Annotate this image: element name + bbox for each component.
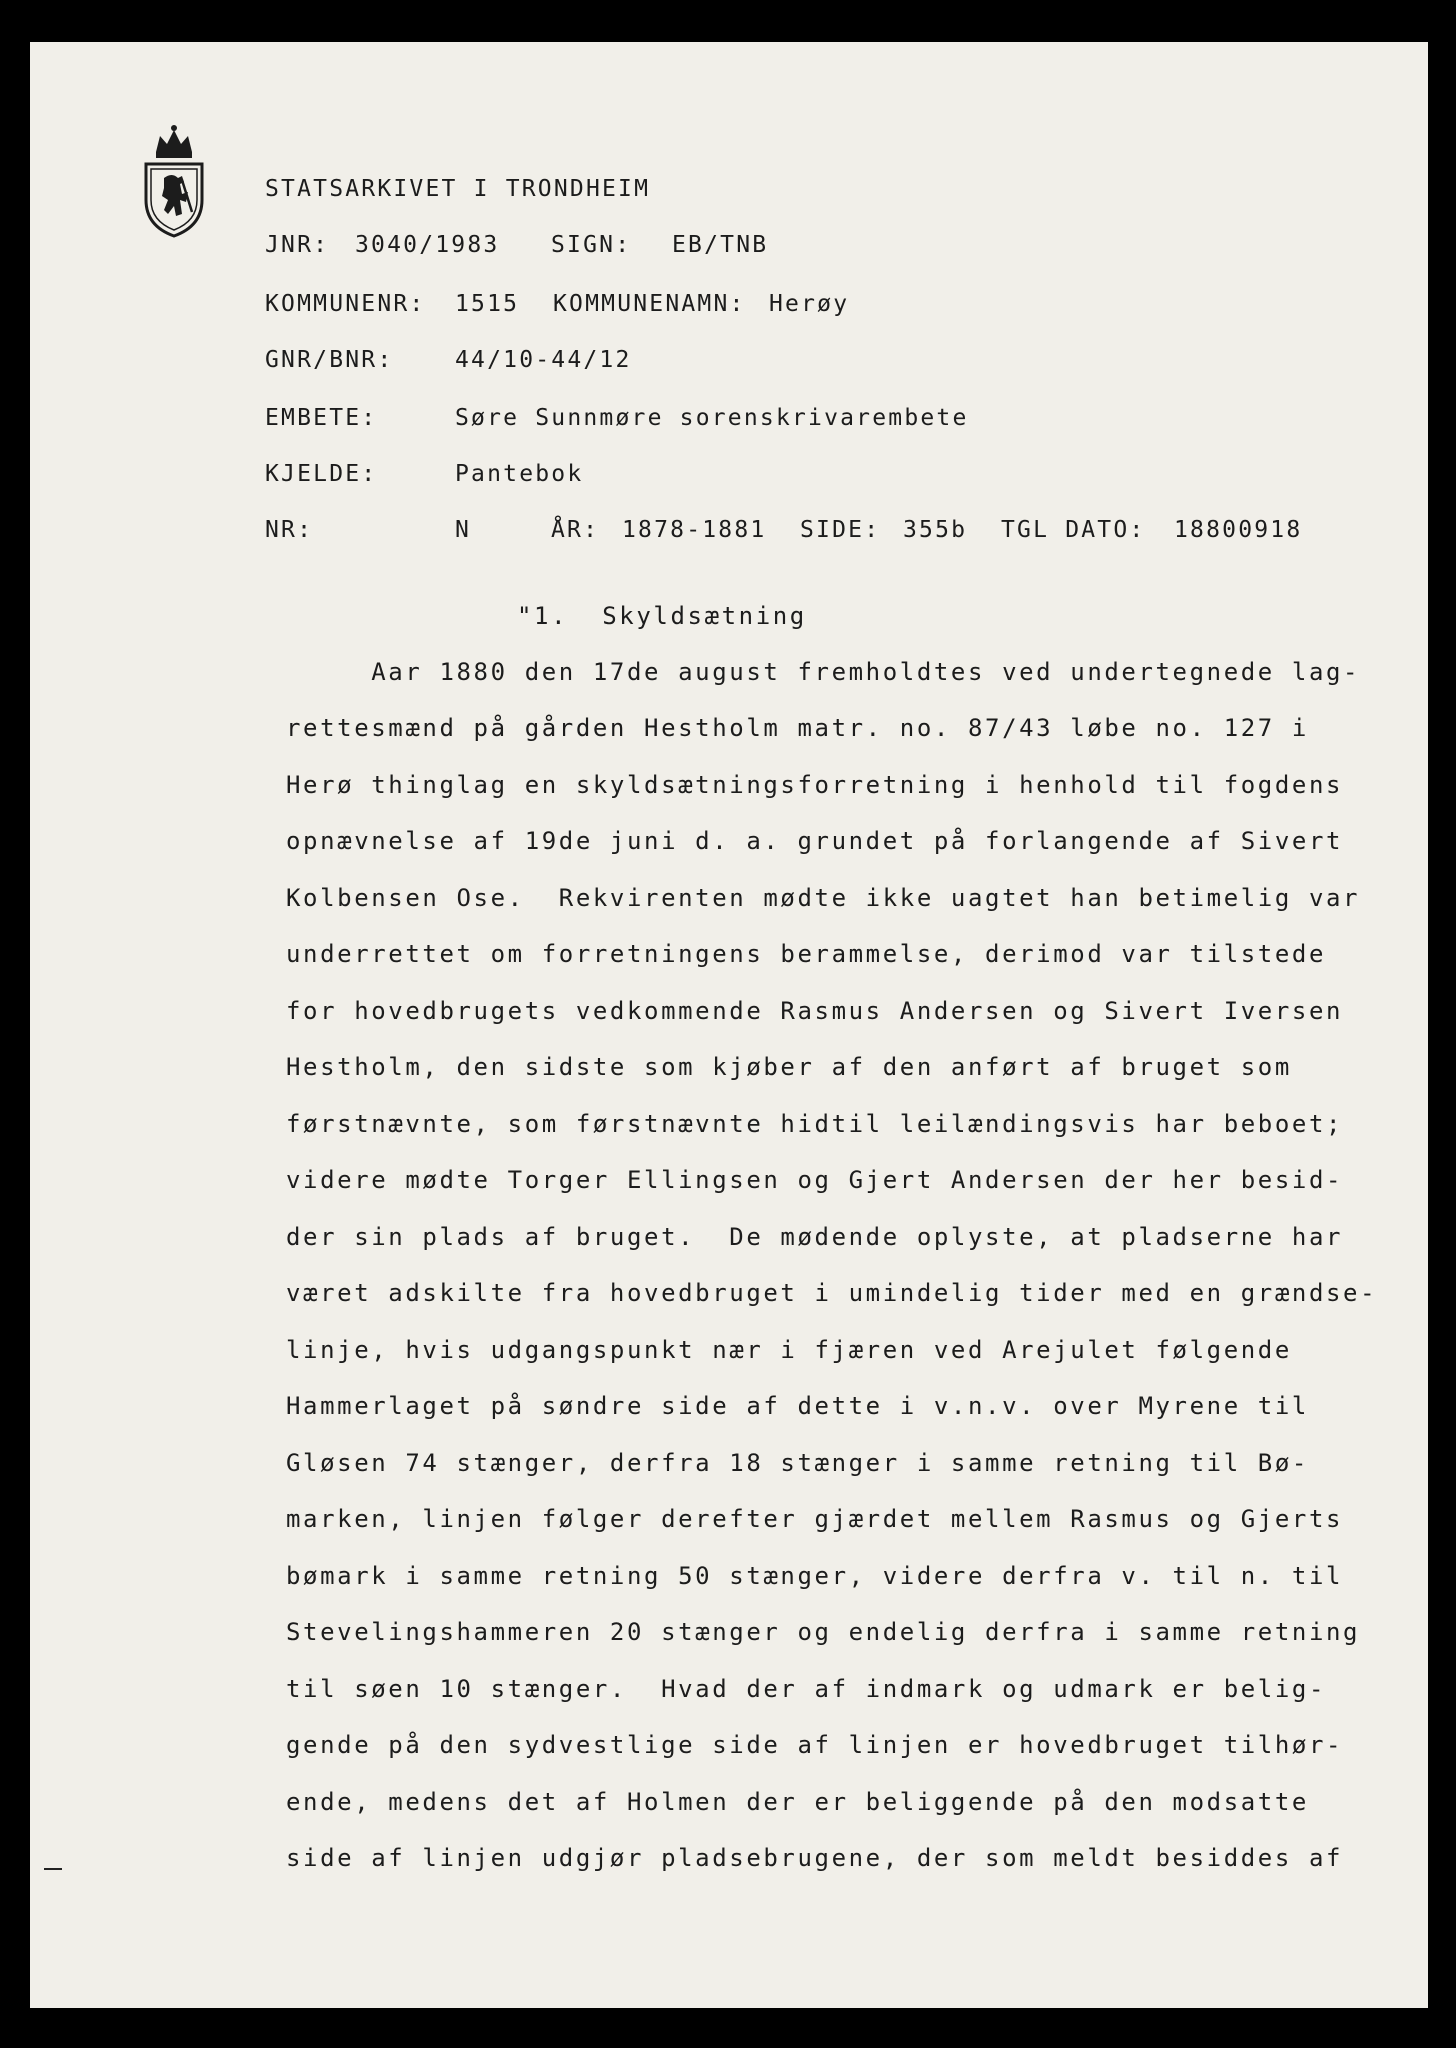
body-line: marken, linjen følger derefter gjærdet mellem Rasmus og Gjerts bbox=[286, 1505, 1344, 1533]
body-line: linje, hvis udgangspunkt nær i fjæren ved Arejulet følgende bbox=[286, 1336, 1292, 1364]
body-line: Herø thinglag en skyldsætningsforretning i henhold til fogdens bbox=[286, 771, 1344, 799]
body-line: til søen 10 stænger. Hvad der af indmark og udmark er belig- bbox=[286, 1675, 1327, 1703]
body-line: bømark i samme retning 50 stænger, videre derfra v. til n. til bbox=[286, 1562, 1344, 1590]
section-heading: "1. Skyldsætning bbox=[517, 602, 807, 630]
body-line: rettesmænd på gården Hestholm matr. no. 87/43 løbe no. 127 i bbox=[286, 714, 1309, 742]
body-line: været adskilte fra hovedbruget i umindelig tider med en grændse- bbox=[286, 1279, 1378, 1307]
tgl-dato-value: 18800918 bbox=[1174, 517, 1303, 543]
embete-label: EMBETE: bbox=[265, 405, 378, 431]
body-line: førstnævnte, som førstnævnte hidtil leilændingsvis har beboet; bbox=[286, 1110, 1344, 1138]
embete-value: Søre Sunnmøre sorenskrivarembete bbox=[455, 405, 969, 431]
nr-value: N bbox=[455, 517, 472, 543]
kommunenamn-label: KOMMUNENAMN: bbox=[553, 291, 746, 317]
body-line: for hovedbrugets vedkommende Rasmus Andersen og Sivert Iversen bbox=[286, 997, 1344, 1025]
body-line: der sin plads af bruget. De mødende oplyste, at pladserne har bbox=[286, 1223, 1344, 1251]
margin-mark bbox=[44, 1868, 62, 1870]
document-page bbox=[30, 42, 1428, 2008]
norwegian-coat-of-arms-icon bbox=[142, 122, 206, 238]
aar-value: 1878-1881 bbox=[622, 517, 767, 543]
jnr-value: 3040/1983 bbox=[355, 232, 500, 258]
gnrbnr-value: 44/10-44/12 bbox=[455, 347, 632, 373]
side-value: 355b bbox=[903, 517, 968, 543]
sign-label: SIGN: bbox=[551, 232, 632, 258]
body-line: Hammerlaget på søndre side af dette i v.n.v. over Myrene til bbox=[286, 1392, 1309, 1420]
sign-value: EB/TNB bbox=[672, 232, 769, 258]
kjelde-label: KJELDE: bbox=[265, 461, 378, 487]
side-label: SIDE: bbox=[800, 517, 881, 543]
body-line: gende på den sydvestlige side af linjen er hovedbruget tilhør- bbox=[286, 1731, 1344, 1759]
body-line: side af linjen udgjør pladsebrugene, der som meldt besiddes af bbox=[286, 1844, 1344, 1872]
body-line: videre mødte Torger Ellingsen og Gjert Andersen der her besid- bbox=[286, 1166, 1344, 1194]
archive-name: STATSARKIVET I TRONDHEIM bbox=[265, 176, 651, 202]
gnrbnr-label: GNR/BNR: bbox=[265, 347, 394, 373]
body-line: underrettet om forretningens berammelse, derimod var tilstede bbox=[286, 940, 1327, 968]
body-line: ende, medens det af Holmen der er beliggende på den modsatte bbox=[286, 1788, 1309, 1816]
jnr-label: JNR: bbox=[265, 232, 330, 258]
kjelde-value: Pantebok bbox=[455, 461, 584, 487]
nr-label: NR: bbox=[265, 517, 314, 543]
body-line: opnævnelse af 19de juni d. a. grundet på forlangende af Sivert bbox=[286, 827, 1344, 855]
tgl-dato-label: TGL DATO: bbox=[1001, 517, 1146, 543]
body-line: Stevelingshammeren 20 stænger og endelig derfra i samme retning bbox=[286, 1618, 1361, 1646]
kommunenr-label: KOMMUNENR: bbox=[265, 291, 426, 317]
body-line: Hestholm, den sidste som kjøber af den anført af bruget som bbox=[286, 1053, 1292, 1081]
kommunenamn-value: Herøy bbox=[769, 291, 850, 317]
kommunenr-value: 1515 bbox=[455, 291, 520, 317]
aar-label: ÅR: bbox=[551, 517, 600, 543]
body-line: Gløsen 74 stænger, derfra 18 stænger i samme retning til Bø- bbox=[286, 1449, 1309, 1477]
body-line: Kolbensen Ose. Rekvirenten mødte ikke uagtet han betimelig var bbox=[286, 884, 1361, 912]
body-line: Aar 1880 den 17de august fremholdtes ved undertegnede lag- bbox=[286, 658, 1361, 686]
